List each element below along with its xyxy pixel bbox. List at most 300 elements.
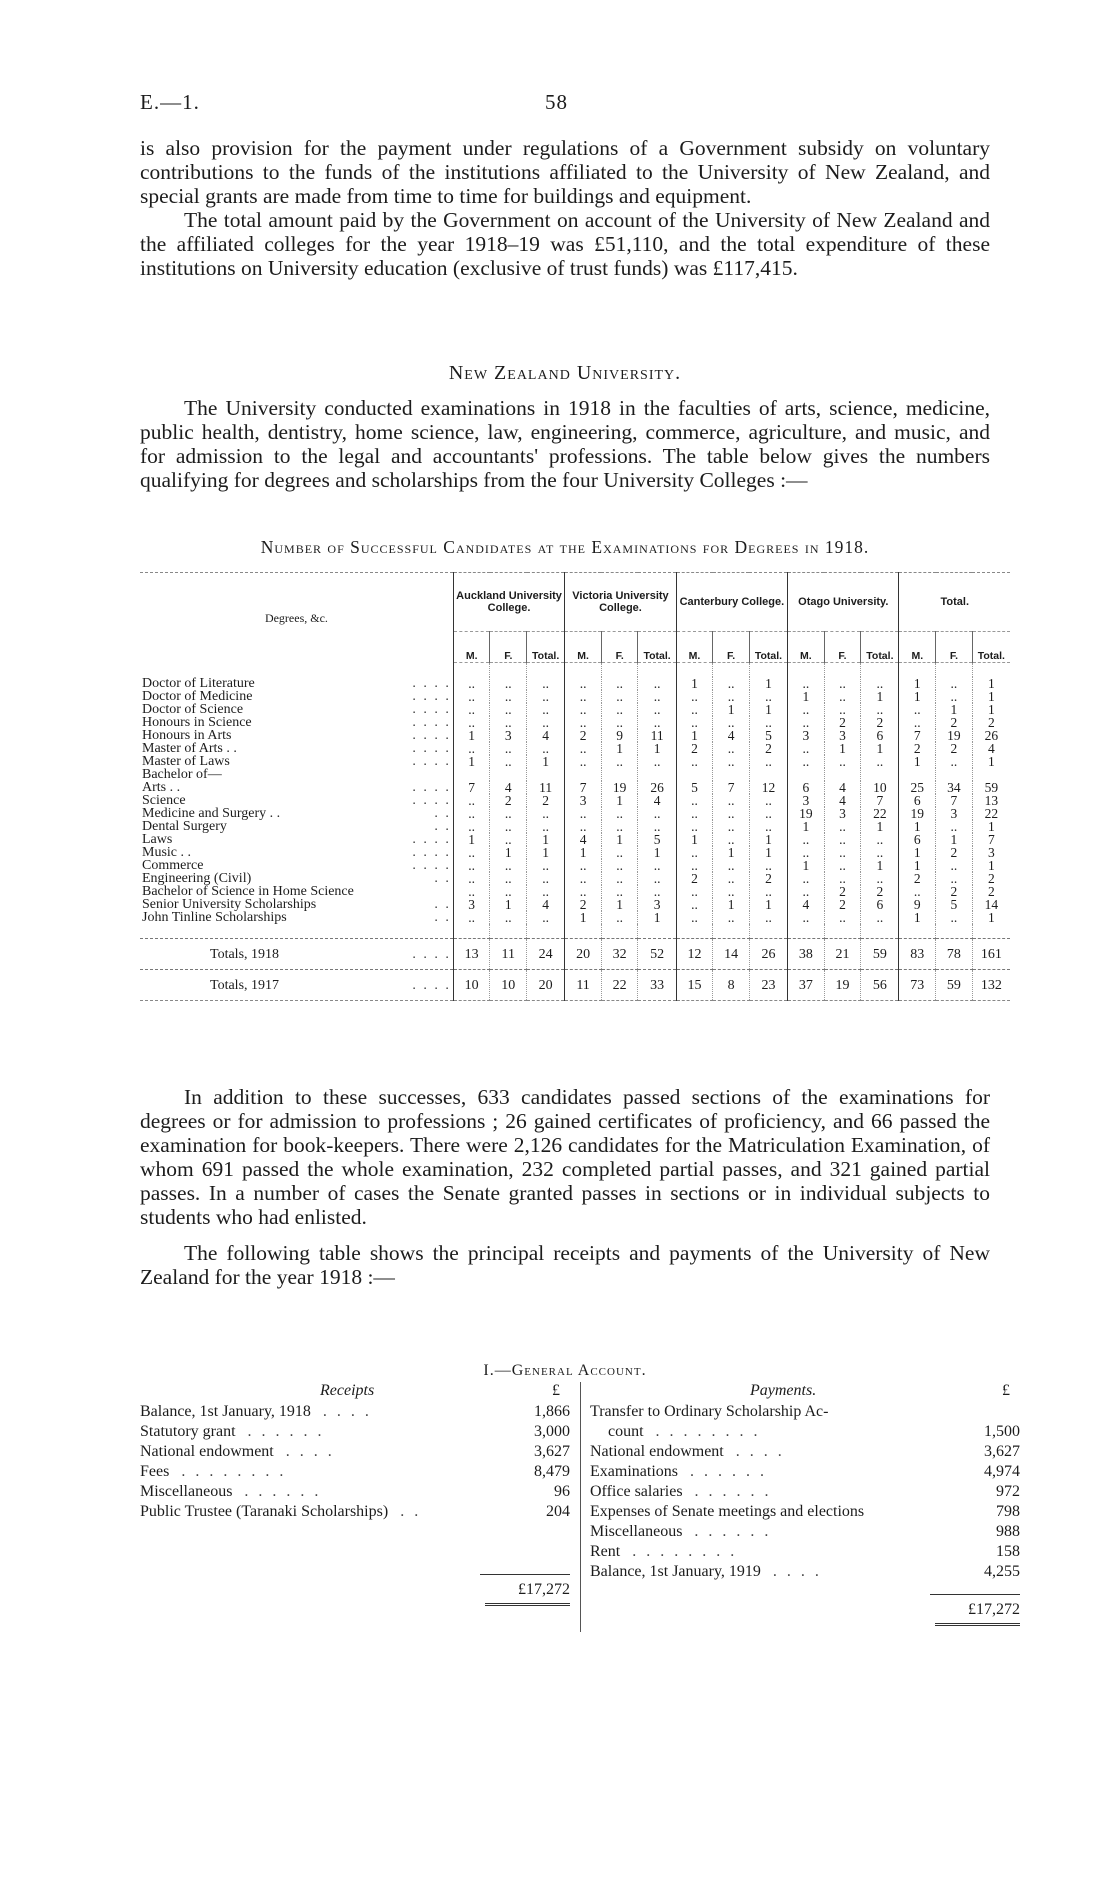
- leader-dots: . . . .: [412, 793, 451, 808]
- table-cell: 10: [861, 781, 899, 794]
- table-cell: 2: [490, 794, 527, 807]
- table-cell: 13: [453, 939, 490, 970]
- table-cell: ..: [601, 716, 638, 729]
- table-cell: 22: [861, 807, 899, 820]
- table-cell: ..: [824, 846, 861, 859]
- row-label: [140, 970, 453, 1001]
- table-cell: ..: [899, 703, 936, 716]
- table-cell: 11: [490, 939, 527, 970]
- account-item-label: Transfer to Ordinary Scholarship Ac-: [590, 1403, 829, 1420]
- table-cell: ..: [713, 859, 750, 872]
- table-cell: 1: [972, 911, 1010, 924]
- leader-dots: . . . .: [412, 946, 451, 962]
- table-cell: ..: [824, 859, 861, 872]
- account-item-label: Balance, 1st January, 1918: [140, 1403, 311, 1420]
- leader-dots: . . . . . . . .: [632, 1543, 738, 1560]
- table-cell: 2: [676, 872, 713, 885]
- leader-dots: . .: [434, 871, 451, 886]
- table-cell: 3: [453, 898, 490, 911]
- table-cell: 33: [638, 970, 676, 1001]
- table-cell: ..: [565, 820, 602, 833]
- account-title: I.—General Account.: [483, 1362, 647, 1379]
- table-cell: ..: [788, 833, 825, 846]
- sub-header: Total.: [749, 632, 787, 663]
- table-cell: 2: [899, 872, 936, 885]
- receipts-heading-row: [140, 1382, 570, 1402]
- general-account: [140, 1382, 1020, 1642]
- pound-sign: £: [1002, 1382, 1010, 1399]
- table-cell: 6: [899, 794, 936, 807]
- table-cell: ..: [565, 755, 602, 768]
- table-cell: 9: [899, 898, 936, 911]
- table-cell: 6: [861, 729, 899, 742]
- table-cell: 1: [638, 911, 676, 924]
- table-cell: 59: [972, 781, 1010, 794]
- table-cell: ..: [899, 716, 936, 729]
- degrees-table-body: [140, 663, 1010, 1001]
- table-cell: 1: [453, 755, 490, 768]
- table-cell: 1: [453, 833, 490, 846]
- table-cell: 1: [899, 690, 936, 703]
- table-cell: ..: [713, 820, 750, 833]
- table-cell: 3: [638, 898, 676, 911]
- account-item-amount: 4,974: [984, 1463, 1020, 1480]
- account-row: [140, 1422, 570, 1442]
- table-cell: 2: [676, 742, 713, 755]
- table-cell: 1: [972, 859, 1010, 872]
- table-cell: ..: [490, 807, 527, 820]
- row-label: [140, 911, 453, 924]
- table-cell: 7: [565, 781, 602, 794]
- payments-heading-row: [590, 1382, 1020, 1402]
- table-cell: ..: [788, 911, 825, 924]
- account-item-label: Expenses of Senate meetings and elections: [590, 1503, 865, 1520]
- account-item-amount: 988: [996, 1523, 1020, 1540]
- table-cell: 9: [601, 729, 638, 742]
- table-cell: ..: [676, 716, 713, 729]
- table-cell: 1: [788, 820, 825, 833]
- table-cell: ..: [490, 820, 527, 833]
- table-cell: 3: [824, 729, 861, 742]
- account-item-label: Office salaries: [590, 1483, 683, 1500]
- table-cell: 19: [788, 807, 825, 820]
- sub-header: Total.: [527, 632, 565, 663]
- report-reference: E.—1.: [140, 90, 200, 114]
- table-cell: ..: [565, 716, 602, 729]
- table-cell: 1: [788, 690, 825, 703]
- account-item-amount: 158: [996, 1543, 1020, 1560]
- leader-dots: . . . . . . . .: [655, 1423, 761, 1440]
- table-cell: ..: [713, 885, 750, 898]
- table-cell: ..: [638, 872, 676, 885]
- table-cell: ..: [490, 677, 527, 690]
- table-cell: ..: [565, 690, 602, 703]
- row-label-text: Senior University Scholarships: [142, 897, 317, 912]
- table-cell: ..: [638, 703, 676, 716]
- table-cell: 1: [861, 820, 899, 833]
- payments-list: [590, 1402, 1020, 1582]
- table-cell: 6: [899, 833, 936, 846]
- account-row: [590, 1542, 1020, 1562]
- table-cell: ..: [788, 677, 825, 690]
- table-cell: 19: [899, 807, 936, 820]
- account-item-label: Fees: [140, 1463, 170, 1480]
- leader-dots: . . . .: [412, 715, 451, 730]
- table-cell: 8: [713, 970, 750, 1001]
- account-item-label: National endowment: [590, 1443, 724, 1460]
- table-cell: 1: [676, 833, 713, 846]
- table-cell: 1: [527, 846, 565, 859]
- table-cell: 1: [972, 703, 1010, 716]
- table-cell: ..: [453, 846, 490, 859]
- leader-dots: . . . .: [735, 1443, 785, 1460]
- table-cell: 1: [676, 729, 713, 742]
- row-label-text: Commerce: [142, 858, 204, 873]
- table-cell: 1: [936, 703, 973, 716]
- receipts-total-rule: [485, 1603, 570, 1606]
- leader-dots: . . . . . .: [694, 1483, 772, 1500]
- table-cell: ..: [824, 833, 861, 846]
- account-row: [140, 1402, 570, 1422]
- table-cell: ..: [713, 755, 750, 768]
- row-label-text: John Tinline Scholarships: [142, 910, 287, 925]
- row-label-text: Doctor of Medicine: [142, 689, 253, 704]
- table-cell: 12: [676, 939, 713, 970]
- row-label-text: Master of Arts . .: [142, 741, 237, 756]
- table-cell: ..: [527, 859, 565, 872]
- table-cell: ..: [861, 677, 899, 690]
- table-cell: ..: [453, 742, 490, 755]
- account-row: [590, 1442, 1020, 1462]
- table-cell: ..: [601, 677, 638, 690]
- table-cell: 1: [638, 846, 676, 859]
- account-item-amount: 972: [996, 1483, 1020, 1500]
- table-cell: 4: [490, 781, 527, 794]
- table-cell: 1: [899, 820, 936, 833]
- table-cell: ..: [527, 885, 565, 898]
- table-cell: 13: [972, 794, 1010, 807]
- table-cell: ..: [490, 872, 527, 885]
- pound-sign: £: [552, 1382, 560, 1399]
- account-item-label: Miscellaneous: [140, 1483, 233, 1500]
- table-cell: ..: [490, 716, 527, 729]
- table-cell: 38: [788, 939, 825, 970]
- table-cell: 10: [490, 970, 527, 1001]
- table-cell: 1: [565, 911, 602, 924]
- table-cell: 7: [972, 833, 1010, 846]
- after-paragraph-2: The following table shows the principal receipts and payments of the University of New Zealand for the year 1918 :—: [140, 1241, 990, 1289]
- row-label-text: Science: [142, 793, 186, 808]
- table-cell: 5: [749, 729, 787, 742]
- sub-header: F.: [601, 632, 638, 663]
- table-cell: ..: [565, 859, 602, 872]
- row-label-text: Bachelor of—: [142, 767, 222, 782]
- payments-heading: Payments.: [750, 1382, 817, 1399]
- table-cell: ..: [565, 742, 602, 755]
- table-cell: ..: [490, 859, 527, 872]
- row-label-text: Doctor of Literature: [142, 676, 255, 691]
- account-row: [590, 1482, 1020, 1502]
- table-cell: ..: [749, 807, 787, 820]
- account-item-amount: 4,255: [984, 1563, 1020, 1580]
- table-cell: ..: [601, 807, 638, 820]
- college-header: Canterbury College.: [676, 573, 787, 632]
- table-cell: 1: [749, 898, 787, 911]
- leader-dots: . . . .: [772, 1563, 822, 1580]
- receipts-column: [140, 1382, 570, 1606]
- table-cell: 19: [936, 729, 973, 742]
- table-cell: ..: [527, 872, 565, 885]
- degrees-column-header: Degrees, &c.: [140, 573, 453, 663]
- table-cell: 78: [936, 939, 973, 970]
- table-cell: ..: [676, 898, 713, 911]
- account-item-amount: 204: [546, 1503, 570, 1520]
- table-cell: ..: [676, 859, 713, 872]
- table-cell: 22: [601, 970, 638, 1001]
- table-cell: 32: [601, 939, 638, 970]
- leader-dots: . .: [400, 1503, 422, 1520]
- table-cell: 1: [899, 846, 936, 859]
- table-cell: ..: [490, 755, 527, 768]
- table-cell: ..: [453, 677, 490, 690]
- table-cell: ..: [713, 690, 750, 703]
- table-cell: 11: [527, 781, 565, 794]
- section-paragraph: The University conducted examinations in 1918 in the faculties of arts, science, medicine, public health, dentistry, home science, law, engineering, commerce, agriculture, and music, and for admission to the legal and accountants' professions. The table below gives the numbers qualifying for degrees and scholarships from the four University Colleges :—: [140, 396, 990, 492]
- table-cell: 2: [749, 742, 787, 755]
- table-cell: 1: [861, 690, 899, 703]
- table-cell: 83: [899, 939, 936, 970]
- table-cell: 23: [749, 970, 787, 1001]
- table-cell: ..: [749, 716, 787, 729]
- table-cell: ..: [490, 742, 527, 755]
- table-cell: 1: [972, 755, 1010, 768]
- table-cell: 3: [788, 729, 825, 742]
- table-cell: ..: [824, 677, 861, 690]
- table-cell: ..: [899, 885, 936, 898]
- row-label-text: Bachelor of Science in Home Science: [142, 884, 354, 899]
- section-title: New Zealand University.: [448, 362, 682, 384]
- table-cell: ..: [453, 911, 490, 924]
- account-item-amount: 8,479: [534, 1463, 570, 1480]
- table-cell: 3: [565, 794, 602, 807]
- table-cell: ..: [749, 755, 787, 768]
- table-cell: 2: [861, 716, 899, 729]
- account-item-amount: 96: [554, 1483, 570, 1500]
- table-cell: 1: [676, 677, 713, 690]
- leader-dots: . . . . . .: [244, 1483, 322, 1500]
- table-cell: ..: [638, 859, 676, 872]
- account-item-amount: 1,866: [534, 1403, 570, 1420]
- table-caption: Number of Successful Candidates at the Examinations for Degrees in 1918.: [260, 537, 870, 557]
- table-cell: 2: [565, 729, 602, 742]
- table-cell: 1: [713, 898, 750, 911]
- table-cell: 4: [824, 794, 861, 807]
- leader-dots: . . . .: [412, 858, 451, 873]
- college-header: Otago University.: [788, 573, 899, 632]
- table-cell: ..: [788, 846, 825, 859]
- table-cell: 19: [601, 781, 638, 794]
- account-item-label: Miscellaneous: [590, 1523, 683, 1540]
- table-cell: 26: [749, 939, 787, 970]
- table-cell: ..: [936, 820, 973, 833]
- table-cell: ..: [527, 742, 565, 755]
- table-cell: ..: [527, 716, 565, 729]
- account-row: [590, 1502, 1020, 1522]
- table-cell: 4: [713, 729, 750, 742]
- degrees-table: [140, 572, 1010, 1001]
- college-header: Victoria University College.: [565, 573, 676, 632]
- leader-dots: . . . .: [412, 689, 451, 704]
- table-cell: 20: [565, 939, 602, 970]
- table-cell: 2: [861, 885, 899, 898]
- account-item-amount: 3,627: [534, 1443, 570, 1460]
- table-cell: 1: [749, 677, 787, 690]
- row-label-text: Totals, 1917: [210, 977, 280, 993]
- table-cell: 1: [861, 742, 899, 755]
- table-cell: 1: [788, 859, 825, 872]
- row-label: [140, 820, 453, 833]
- table-cell: ..: [788, 703, 825, 716]
- table-cell: ..: [638, 820, 676, 833]
- table-cell: ..: [676, 807, 713, 820]
- account-item-label: count: [608, 1423, 644, 1440]
- table-cell: 2: [749, 872, 787, 885]
- table-cell: ..: [527, 690, 565, 703]
- college-header: Auckland University College.: [453, 573, 564, 632]
- table-cell: 4: [972, 742, 1010, 755]
- table-cell: ..: [861, 872, 899, 885]
- account-row: [590, 1402, 1020, 1422]
- table-cell: ..: [861, 846, 899, 859]
- table-cell: ..: [861, 833, 899, 846]
- college-header-row: [140, 573, 1010, 632]
- table-cell: 1: [824, 742, 861, 755]
- table-cell: 1: [601, 898, 638, 911]
- table-cell: 21: [824, 939, 861, 970]
- table-cell: ..: [713, 716, 750, 729]
- table-cell: 4: [638, 794, 676, 807]
- sub-header: M.: [788, 632, 825, 663]
- leader-dots: . . . .: [412, 780, 451, 795]
- account-row: [590, 1462, 1020, 1482]
- row-label-text: Doctor of Science: [142, 702, 244, 717]
- table-cell: ..: [713, 872, 750, 885]
- table-cell: ..: [453, 716, 490, 729]
- table-cell: 2: [972, 716, 1010, 729]
- totals-row: [140, 970, 1010, 1001]
- after-table-text: [140, 1085, 990, 1289]
- table-cell: ..: [565, 885, 602, 898]
- table-cell: ..: [788, 885, 825, 898]
- table-cell: ..: [453, 820, 490, 833]
- sub-header: F.: [713, 632, 750, 663]
- account-item-amount: 3,000: [534, 1423, 570, 1440]
- table-cell: ..: [676, 690, 713, 703]
- table-cell: 3: [972, 846, 1010, 859]
- table-cell: ..: [601, 859, 638, 872]
- table-cell: ..: [453, 794, 490, 807]
- college-header: Total.: [899, 573, 1010, 632]
- account-row: [140, 1442, 570, 1462]
- table-cell: 1: [899, 859, 936, 872]
- table-cell: ..: [713, 911, 750, 924]
- table-cell: 34: [936, 781, 973, 794]
- after-paragraph-1: In addition to these successes, 633 candidates passed sections of the examinations for degrees or for admission to professions ; 26 gained certificates of proficiency, and 66 passed the examination for book-keepers. There were 2,126 candidates for the Matriculation Examination, of whom 691 passed the whole examination, 232 completed partial passes, and 321 gained partial passes. In a number of cases the Senate granted passes in sections or in individual subjects to students who had enlisted.: [140, 1085, 990, 1229]
- table-cell: ..: [713, 807, 750, 820]
- leader-dots: . .: [434, 910, 451, 925]
- table-cell: ..: [453, 872, 490, 885]
- leader-dots: . . . .: [412, 702, 451, 717]
- leader-dots: . . . .: [412, 728, 451, 743]
- table-cell: 2: [936, 742, 973, 755]
- table-cell: 1: [601, 742, 638, 755]
- sub-header: Total.: [861, 632, 899, 663]
- receipts-list: [140, 1402, 570, 1522]
- table-cell: ..: [861, 755, 899, 768]
- sub-header: M.: [899, 632, 936, 663]
- sub-header: M.: [565, 632, 602, 663]
- table-cell: ..: [749, 794, 787, 807]
- table-cell: 11: [565, 970, 602, 1001]
- leader-dots: . .: [434, 806, 451, 821]
- table-cell: 5: [936, 898, 973, 911]
- table-cell: 2: [899, 742, 936, 755]
- table-cell: 132: [972, 970, 1010, 1001]
- table-cell: ..: [527, 820, 565, 833]
- table-cell: 1: [601, 833, 638, 846]
- table-cell: 7: [899, 729, 936, 742]
- row-label-text: Honours in Science: [142, 715, 252, 730]
- row-label: [140, 768, 453, 781]
- table-cell: 26: [972, 729, 1010, 742]
- leader-dots: . . . .: [412, 741, 451, 756]
- table-cell: ..: [490, 885, 527, 898]
- row-label-text: Music . .: [142, 845, 191, 860]
- table-cell: 56: [861, 970, 899, 1001]
- table-cell: 1: [899, 677, 936, 690]
- table-cell: ..: [788, 742, 825, 755]
- leader-dots: . . . . . .: [247, 1423, 325, 1440]
- table-cell: ..: [749, 820, 787, 833]
- table-cell: 14: [972, 898, 1010, 911]
- table-cell: 1: [601, 794, 638, 807]
- table-cell: 14: [713, 939, 750, 970]
- table-cell: ..: [527, 677, 565, 690]
- table-cell: 73: [899, 970, 936, 1001]
- table-cell: ..: [453, 885, 490, 898]
- leader-dots: . . . .: [412, 754, 451, 769]
- table-cell: 1: [527, 833, 565, 846]
- account-item-label: National endowment: [140, 1443, 274, 1460]
- table-cell: ..: [565, 703, 602, 716]
- table-cell: ..: [601, 703, 638, 716]
- account-item-amount: 3,627: [984, 1443, 1020, 1460]
- table-cell: ..: [713, 742, 750, 755]
- sub-header: F.: [936, 632, 973, 663]
- table-cell: 2: [936, 846, 973, 859]
- row-label: [140, 939, 453, 970]
- table-cell: ..: [749, 885, 787, 898]
- row-label-text: Totals, 1918: [210, 946, 280, 962]
- table-cell: ..: [749, 859, 787, 872]
- intro-text: [140, 136, 990, 280]
- table-cell: 59: [936, 970, 973, 1001]
- table-cell: 1: [861, 859, 899, 872]
- row-label-text: Master of Laws: [142, 754, 230, 769]
- table-cell: 25: [899, 781, 936, 794]
- table-cell: ..: [824, 872, 861, 885]
- table-cell: 2: [972, 885, 1010, 898]
